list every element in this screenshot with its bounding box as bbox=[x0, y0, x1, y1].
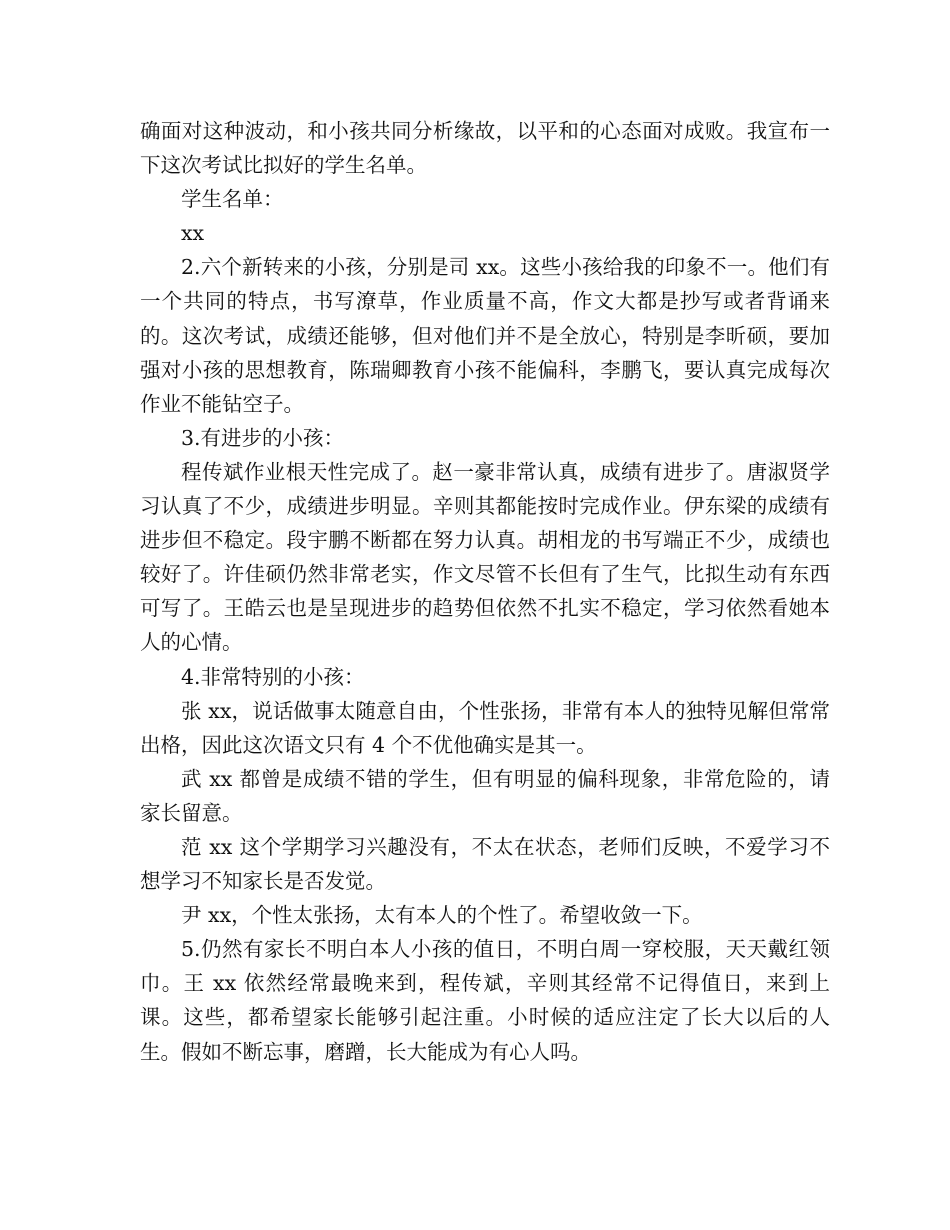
paragraph-intro-continuation: 确面对这种波动，和小孩共同分析缘故，以平和的心态面对成败。我宣布一下这次考试比拟好的学生名单。 bbox=[140, 119, 830, 178]
paragraph-item-4-heading: 4.非常特别的小孩： bbox=[181, 664, 365, 689]
document-page bbox=[140, 114, 830, 1069]
paragraph-student-yin: 尹 xx，个性太张扬，太有本人的个性了。希望收敛一下。 bbox=[181, 903, 703, 928]
paragraph-item-2-new-students: 2.六个新转来的小孩，分别是司 xx。这些小孩给我的印象不一。他们有一个共同的特点，书写潦草，作业质量不高，作文大都是抄写或者背诵来的。这次考试，成绩还能够，但对他们并不是全放心，特别是李昕硕，要加强对小孩的思想教育，陈瑞卿教育小孩不能偏科，李鹏飞，要认真完成每次作业不能钻空子。 bbox=[140, 255, 830, 416]
paragraph-student-zhang: 张 xx，说话做事太随意自由，个性张扬，非常有本人的独特见解但常常出格，因此这次语文只有 4 个不优他确实是其一。 bbox=[140, 698, 830, 757]
paragraph-student-list-names: xx bbox=[181, 221, 205, 246]
paragraph-student-wu: 武 xx 都曾是成绩不错的学生，但有明显的偏科现象，非常危险的，请家长留意。 bbox=[140, 766, 830, 825]
paragraph-item-3-progress: 程传斌作业根天性完成了。赵一豪非常认真，成绩有进步了。唐淑贤学习认真了不少，成绩进步明显。辛则其都能按时完成作业。伊东梁的成绩有进步但不稳定。段宇鹏不断都在努力认真。胡相龙的书写端正不少，成绩也较好了。许佳硕仍然非常老实，作文尽管不长但有了生气，比拟生动有东西可写了。王皓云也是呈现进步的趋势但依然不扎实不稳定，学习依然看她本人的心情。 bbox=[140, 459, 830, 655]
paragraph-item-3-heading: 3.有进步的小孩： bbox=[181, 425, 345, 450]
paragraph-student-list-label: 学生名单： bbox=[181, 187, 284, 212]
paragraph-student-fan: 范 xx 这个学期学习兴趣没有，不太在状态，老师们反映，不爱学习不想学习不知家长是否发觉。 bbox=[140, 834, 830, 894]
paragraph-item-5-duty: 5.仍然有家长不明白本人小孩的值日，不明白周一穿校服，天天戴红领巾。王 xx 依然经常最晚来到，程传斌，辛则其经常不记得值日，来到上课。这些，都希望家长能够引起注重。小时候的适应注定了长大以后的人生。假如不断忘事，磨蹭，长大能成为有心人吗。 bbox=[140, 937, 830, 1064]
